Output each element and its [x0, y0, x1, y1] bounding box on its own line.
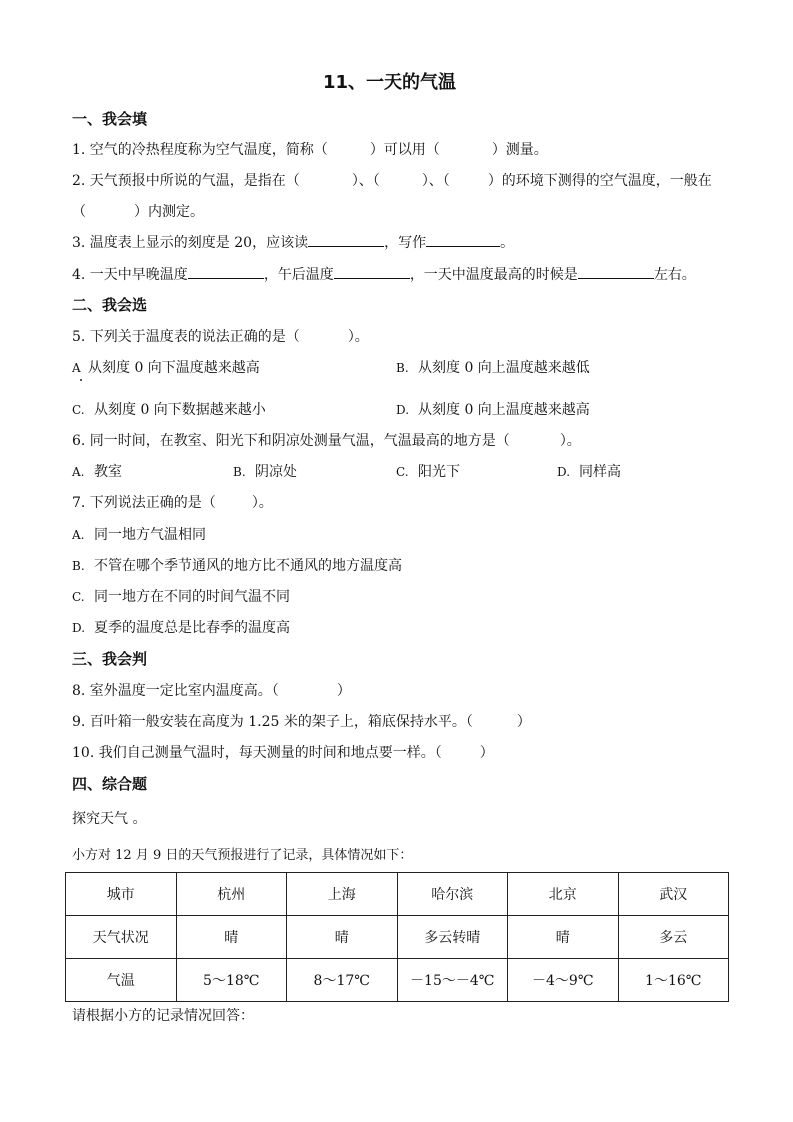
- table-cell: 多云: [618, 916, 729, 959]
- table-cell: 杭州: [176, 873, 287, 916]
- section-heading-comprehensive: 四、综合题: [72, 775, 148, 793]
- option-5c[interactable]: C. 从刻度 0 向下数据越来越小: [72, 402, 266, 418]
- table-cell: 武汉: [618, 873, 729, 916]
- section-heading-judge: 三、我会判: [72, 650, 148, 668]
- question-2-continued: （ ）内测定。: [72, 204, 204, 220]
- question-5: 5. 下列关于温度表的说法正确的是（ ）。: [72, 329, 369, 345]
- table-row: [66, 916, 729, 959]
- page-title: 11、一天的气温: [323, 72, 457, 93]
- stray-dot: [80, 379, 82, 381]
- answer-blank[interactable]: [334, 266, 410, 279]
- option-5d[interactable]: D. 从刻度 0 向上温度越来越高: [396, 402, 590, 418]
- table-cell: 8～17℃: [287, 959, 398, 1002]
- table-cell: 晴: [508, 916, 619, 959]
- question-10: 10. 我们自己测量气温时，每天测量的时间和地点要一样。（ ）: [72, 745, 494, 761]
- section-heading-fill: 一、我会填: [72, 110, 148, 128]
- topic-intro: 探究天气 。: [72, 811, 147, 827]
- option-7b[interactable]: B. 不管在哪个季节通风的地方比不通风的地方温度高: [72, 558, 402, 574]
- question-1: 1. 空气的冷热程度称为空气温度，简称（ ）可以用（ ）测量。: [72, 142, 548, 158]
- question-6: 6. 同一时间，在教室、阳光下和阴凉处测量气温，气温最高的地方是（ ）。: [72, 433, 581, 449]
- table-cell: 5～18℃: [176, 959, 287, 1002]
- answer-blank[interactable]: [308, 234, 384, 247]
- question-2: 2. 天气预报中所说的气温，是指在（ ）、（ ）、（ ）的环境下测得的空气温度，一般在: [72, 173, 712, 189]
- record-intro: 小方对 12 月 9 日的天气预报进行了记录，具体情况如下：: [72, 848, 413, 863]
- table-cell: 北京: [508, 873, 619, 916]
- table-row: [66, 873, 729, 916]
- table-cell: 晴: [287, 916, 398, 959]
- weather-table: [65, 872, 729, 1002]
- table-cell: 天气状况: [66, 916, 177, 959]
- option-6d[interactable]: D. 同样高: [557, 464, 621, 480]
- question-9: 9. 百叶箱一般安装在高度为 1.25 米的架子上，箱底保持水平。（ ）: [72, 714, 531, 730]
- option-5a[interactable]: A 从刻度 0 向下温度越来越高: [72, 360, 260, 376]
- answer-blank[interactable]: [188, 266, 264, 279]
- table-cell: 哈尔滨: [397, 873, 508, 916]
- table-cell: 多云转晴: [397, 916, 508, 959]
- option-6c[interactable]: C. 阳光下: [396, 464, 460, 480]
- table-cell: 气温: [66, 959, 177, 1002]
- table-cell: 1～16℃: [618, 959, 729, 1002]
- table-cell: 晴: [176, 916, 287, 959]
- option-7a[interactable]: A. 同一地方气温相同: [72, 527, 206, 543]
- option-7c[interactable]: C. 同一地方在不同的时间气温不同: [72, 589, 290, 605]
- option-7d[interactable]: D. 夏季的温度总是比春季的温度高: [72, 620, 290, 636]
- answer-prompt: 请根据小方的记录情况回答：: [72, 1008, 254, 1024]
- question-8: 8. 室外温度一定比室内温度高。（ ）: [72, 683, 351, 699]
- answer-blank[interactable]: [578, 266, 654, 279]
- table-cell: －15～－4℃: [397, 959, 508, 1002]
- section-heading-choose: 二、我会选: [72, 296, 148, 314]
- question-7: 7. 下列说法正确的是（ ）。: [72, 495, 273, 511]
- option-5b[interactable]: B. 从刻度 0 向上温度越来越低: [396, 360, 590, 376]
- table-cell: 上海: [287, 873, 398, 916]
- table-cell: －4～9℃: [508, 959, 619, 1002]
- table-row: [66, 959, 729, 1002]
- table-cell: 城市: [66, 873, 177, 916]
- option-6b[interactable]: B. 阴凉处: [233, 464, 297, 480]
- answer-blank[interactable]: [426, 234, 500, 247]
- question-4: 4. 一天中早晚温度 ，午后温度 ，一天中温度最高的时候是 左右。: [72, 267, 696, 283]
- option-6a[interactable]: A. 教室: [72, 464, 122, 480]
- question-3: 3. 温度表上显示的刻度是 20，应该读 ，写作 。: [72, 235, 515, 251]
